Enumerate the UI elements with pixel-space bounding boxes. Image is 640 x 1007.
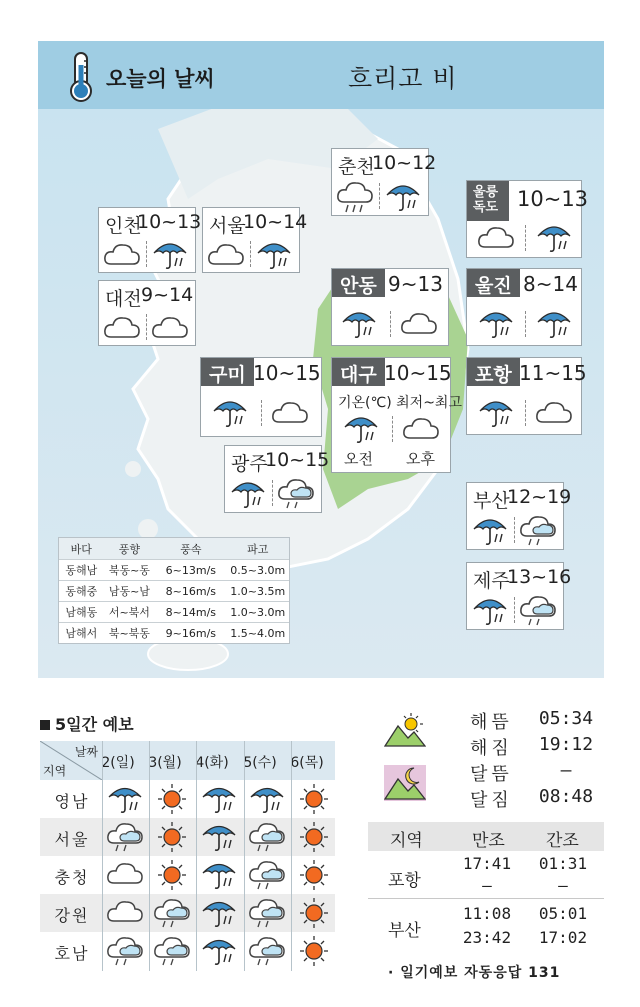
sun-icon	[153, 783, 191, 815]
city-name: 울릉 독도	[467, 181, 509, 221]
cloud-drizzle-icon	[248, 897, 286, 929]
city-temp: 10~15	[253, 361, 321, 385]
city-name: 인천	[105, 215, 142, 237]
cloud-icon	[106, 859, 144, 891]
cloud-drizzle-icon	[519, 594, 557, 628]
forecast-day: 5(수)	[243, 755, 277, 771]
temp-legend: 기온(℃) 최저~최고	[338, 395, 462, 411]
rain-umbrella-icon	[535, 221, 573, 255]
rain-umbrella-icon	[229, 477, 267, 511]
moon-mountain-icon	[384, 765, 426, 801]
city-card-pohang	[466, 357, 587, 435]
umbrella-icon	[200, 897, 238, 929]
city-card-busan	[466, 482, 572, 550]
sunset-time: 19:12	[538, 734, 594, 755]
low-tide: –	[558, 876, 568, 895]
city-name: 춘천	[338, 156, 375, 178]
forecast-day: 6(목)	[290, 755, 324, 771]
city-card-seoul	[202, 207, 308, 273]
panel-header	[38, 41, 604, 109]
city-card-uljin	[466, 268, 582, 346]
city-card-chuncheon	[331, 148, 437, 216]
city-card-andong	[331, 268, 449, 346]
forecast-title: 5일간 예보	[40, 712, 134, 735]
rain-umbrella-icon	[535, 307, 573, 341]
umbrella-icon	[106, 783, 144, 815]
footer-note: · 일기예보 자동응답 131	[388, 965, 561, 981]
cloud-icon	[106, 897, 144, 929]
forecast-day: 3(월)	[148, 755, 182, 771]
sunrise-label: 해뜸	[470, 712, 513, 733]
forecast-row-chungcheong: 충청	[54, 868, 90, 887]
today-condition: 흐리고 비	[348, 64, 458, 93]
low-tide: 05:01	[538, 904, 588, 923]
forecast-row-seoul: 서울	[40, 818, 335, 856]
rain-umbrella-icon	[384, 180, 422, 214]
sun-icon	[295, 935, 333, 967]
cloud-icon	[535, 396, 573, 430]
cloud-drizzle-icon	[277, 477, 315, 511]
am-label: 오전	[344, 450, 373, 468]
today-weather-panel	[38, 41, 604, 678]
tide-region-pohang: 포항	[388, 871, 421, 891]
city-temp: 13~16	[507, 566, 572, 588]
moonrise-label: 달뜸	[470, 764, 513, 785]
city-name: 안동	[332, 269, 385, 297]
cloud-icon	[477, 221, 515, 255]
city-temp: 8~14	[523, 272, 578, 296]
forecast-row-honam: 호남	[54, 944, 90, 963]
sun-icon	[295, 821, 333, 853]
sun-icon	[295, 783, 333, 815]
table-row: 동해중 남동~남 8~16m/s 1.0~3.5m	[59, 580, 289, 601]
city-temp: 10~15	[384, 361, 452, 385]
high-tide: 11:08	[462, 904, 512, 923]
umbrella-icon	[200, 935, 238, 967]
cloud-drizzle-icon	[106, 821, 144, 853]
moonrise-time: –	[560, 760, 572, 781]
cloud-drizzle-icon	[519, 514, 557, 548]
forecast-row-gangwon: 강원	[40, 894, 335, 932]
cloud-icon	[103, 238, 141, 272]
cloud-drizzle-icon	[248, 859, 286, 891]
low-tide: 01:31	[538, 854, 588, 873]
city-temp: 10~13	[517, 187, 589, 211]
city-temp: 10~12	[372, 152, 437, 174]
city-card-daejeon	[98, 280, 196, 346]
city-temp: 11~15	[519, 361, 587, 385]
rain-umbrella-icon	[340, 307, 378, 341]
city-name: 제주	[473, 570, 510, 592]
city-card-incheon	[98, 207, 202, 273]
moonset-time: 08:48	[538, 786, 594, 807]
forecast-day: 2(일)	[101, 755, 135, 771]
sunrise-time: 05:34	[538, 708, 594, 729]
city-name: 울진	[467, 269, 520, 297]
umbrella-icon	[200, 859, 238, 891]
panel-title: 오늘의 날씨	[106, 67, 215, 91]
city-temp: 9~14	[141, 284, 194, 306]
rain-umbrella-icon	[471, 594, 509, 628]
city-name: 구미	[201, 358, 254, 386]
city-name: 부산	[473, 490, 510, 512]
sun-icon	[153, 859, 191, 891]
cloud-drizzle-icon	[153, 935, 191, 967]
sun-icon	[295, 897, 333, 929]
sea-header-row: 바다 풍향 풍속 파고	[59, 538, 289, 559]
sun-mountain-icon	[384, 712, 426, 748]
umbrella-icon	[200, 783, 238, 815]
high-tide: 17:41	[462, 854, 512, 873]
thermometer-icon	[66, 51, 96, 103]
rain-umbrella-icon	[255, 238, 293, 272]
umbrella-icon	[200, 821, 238, 853]
city-temp: 12~19	[507, 486, 572, 508]
city-card-daegu	[331, 357, 462, 473]
sea-forecast-table	[58, 537, 290, 644]
tide-header-row: 지역 만조 간조	[368, 822, 604, 851]
table-row: 동해남 북동~동 6~13m/s 0.5~3.0m	[59, 559, 289, 580]
rain-umbrella-icon	[477, 396, 515, 430]
forecast-day: 4(화)	[195, 755, 229, 771]
city-name: 포항	[467, 358, 520, 386]
rain-umbrella-icon	[471, 514, 509, 548]
rain-umbrella-icon	[151, 238, 189, 272]
city-name: 대전	[105, 288, 142, 310]
table-row: 남해동 서~북서 8~14m/s 1.0~3.0m	[59, 601, 289, 622]
cloud-rain-icon	[336, 180, 374, 214]
low-tide: 17:02	[538, 928, 588, 947]
cloud-icon	[400, 307, 438, 341]
umbrella-icon	[248, 783, 286, 815]
city-name: 광주	[231, 453, 268, 475]
rain-umbrella-icon	[211, 396, 249, 430]
sun-icon	[295, 859, 333, 891]
forecast-corner-cell: 날짜 지역	[40, 741, 102, 780]
city-name: 대구	[332, 358, 385, 386]
rain-umbrella-icon	[342, 412, 380, 446]
forecast-row-yeongnam: 영남	[54, 792, 90, 811]
rain-umbrella-icon	[477, 307, 515, 341]
city-card-ulleung	[466, 180, 589, 258]
high-tide: 23:42	[462, 928, 512, 947]
city-card-jeju	[466, 562, 572, 630]
cloud-drizzle-icon	[248, 935, 286, 967]
cloud-drizzle-icon	[153, 897, 191, 929]
city-name: 서울	[209, 215, 246, 237]
cloud-icon	[207, 238, 245, 272]
city-temp: 10~14	[243, 211, 308, 233]
table-row: 남해서 북~북동 9~16m/s 1.5~4.0m	[59, 622, 289, 643]
city-temp: 10~15	[265, 449, 330, 471]
pm-label: 오후	[406, 450, 435, 468]
city-temp: 10~13	[137, 211, 202, 233]
sunset-label: 해짐	[470, 738, 513, 759]
cloud-icon	[103, 311, 141, 345]
cloud-drizzle-icon	[248, 821, 286, 853]
cloud-icon	[402, 412, 440, 446]
cloud-drizzle-icon	[106, 935, 144, 967]
city-card-gwangju	[224, 445, 330, 513]
city-temp: 9~13	[388, 272, 443, 296]
tide-region-busan: 부산	[388, 921, 421, 941]
high-tide: –	[482, 876, 492, 895]
cloud-icon	[151, 311, 189, 345]
moonset-label: 달짐	[470, 790, 513, 811]
cloud-icon	[271, 396, 309, 430]
sun-icon	[153, 821, 191, 853]
city-card-gumi	[200, 357, 322, 437]
